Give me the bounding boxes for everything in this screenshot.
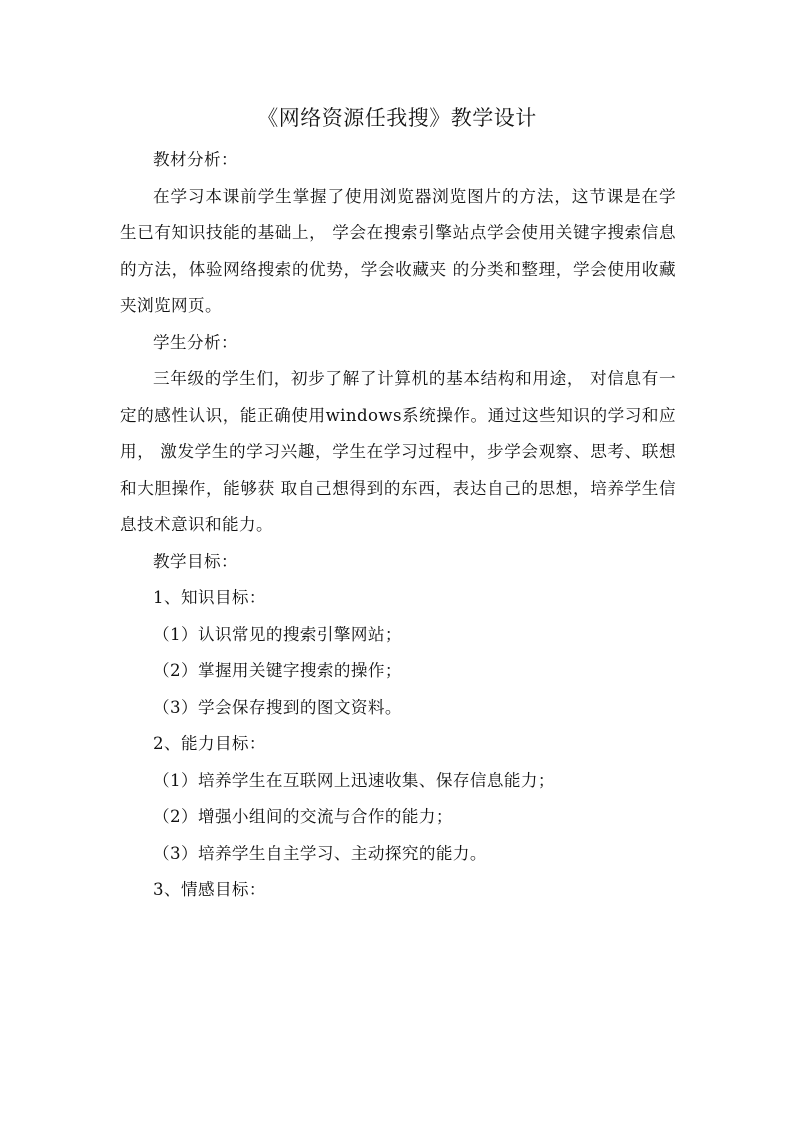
knowledge-goals-heading: 1、知识目标： [153, 588, 266, 607]
knowledge-goal-item: （3）学会保存搜到的图文资料。 [153, 697, 402, 717]
document-title: 《网络资源任我搜》教学设计 [257, 106, 537, 130]
emotion-goals-heading: 3、情感目标： [153, 880, 266, 899]
student-analysis-paragraph: 三年级的学生们，初步了解了计算机的基本结构和用途， 对信息有一定的感性认识，能正确使用windows系统操作。通过这些知识的学习和应用， 激发学生的学习兴趣，学生在学习过程中，步学会观察、思考、联想和大胆操作，能够获 取自己想得到的东西，表达自己的思想，培养学生信息技术意识和能力。 [120, 369, 676, 534]
section-heading-teaching-goals: 教学目标： [153, 551, 238, 571]
ability-goal-item: （1）培养学生在互联网上迅速收集、保存信息能力； [153, 770, 555, 790]
knowledge-goal-item: （2）掌握用关键字搜索的操作； [153, 661, 402, 680]
ability-goal-item: （3）培养学生自主学习、主动探究的能力。 [153, 843, 487, 863]
section-heading-student-analysis: 学生分析： [153, 332, 238, 352]
ability-goal-item: （2）增强小组间的交流与合作的能力； [153, 807, 453, 826]
document-body [120, 142, 676, 909]
textbook-analysis-paragraph: 在学习本课前学生掌握了使用浏览器浏览图片的方法，这节课是在学生已有知识技能的基础上， 学会在搜索引擎站点学会使用关键字搜索信息的方法，体验网络搜索的优势，学会收藏夹 的分类和整理，学会使用收藏夹浏览网页。 [120, 186, 676, 315]
ability-goals-heading: 2、能力目标： [153, 734, 266, 753]
section-heading-textbook-analysis: 教材分析： [153, 150, 238, 169]
knowledge-goal-item: （1）认识常见的搜索引擎网站； [153, 624, 402, 644]
